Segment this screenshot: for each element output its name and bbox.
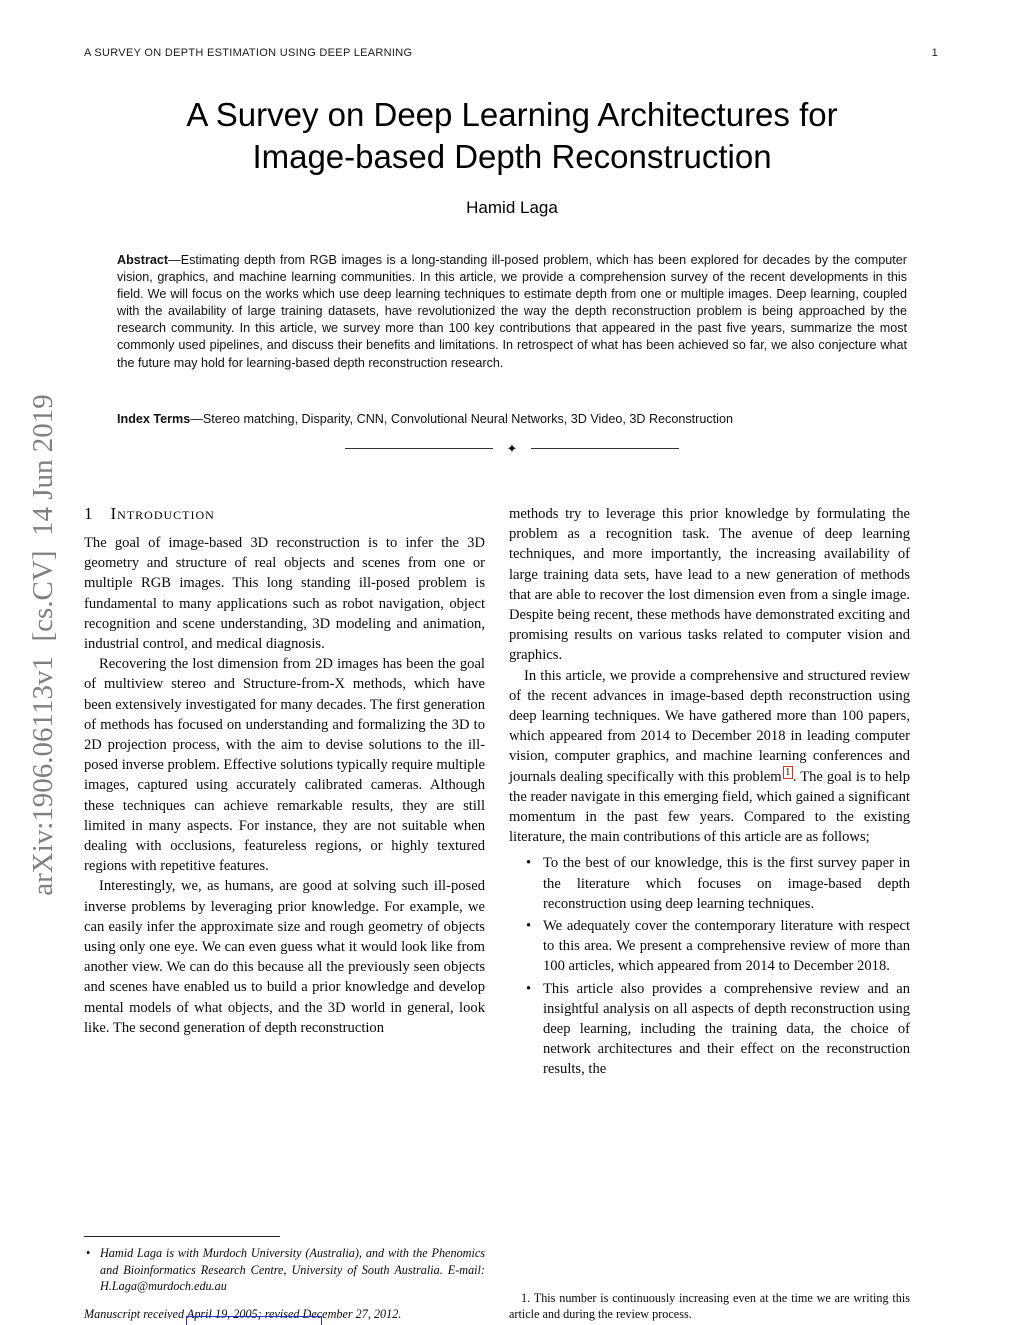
continuation-paragraph: methods try to leverage this prior knowledge by formulating the problem as a recognition task. The avenue of deep learning techniques, and more importantly, the increasing availability of large training data sets, have lead to a new generation of methods that are able to recover the lost dimension even from a single image. Despite being recent, these methods have demonstrated exciting and promising results on various tasks related to computer vision and graphics. xyxy=(509,506,910,664)
section-number: 1 xyxy=(84,504,93,523)
running-header-title: A SURVEY ON DEPTH ESTIMATION USING DEEP LEARNING xyxy=(84,47,413,59)
contributions-text-before: In this article, we provide a comprehensive and structured review of the recent advances in image-based depth reconstruction using deep learning techniques. We have gathered more than 100 papers, which appeared from 2014 to December 2018 in leading computer vision, computer graphics, and machine learning conferences and journals dealing specifically with this problem xyxy=(509,667,910,785)
footnote-rule xyxy=(84,1236,280,1237)
contributions-text-after: . The goal is to help the reader navigate in this emerging field, which gained a significant momentum in the past few years. Compared to the existing literature, the main contributions of this article are as follows; xyxy=(509,768,911,846)
footnote-bullet: • xyxy=(86,1246,91,1261)
author-name: Hamid Laga xyxy=(466,198,558,217)
contribution-item-1-text: To the best of our knowledge, this is the first survey paper in the literature which focuses on image-based depth reconstruction using deep learning techniques. xyxy=(543,855,910,912)
right-column xyxy=(509,504,910,1322)
title-line-2: Image-based Depth Reconstruction xyxy=(252,138,772,175)
bullet-marker: • xyxy=(526,980,532,997)
running-header xyxy=(84,47,938,59)
section-1-heading xyxy=(84,504,485,524)
arxiv-stamp: arXiv:1906.06113v1 [cs.CV] 14 Jun 2019 xyxy=(27,394,59,896)
abstract-text: —Estimating depth from RGB images is a long-standing ill-posed problem, which has been explored for decades by the computer vision, graphics, and machine learning communities. In this article, we provide a comprehension survey of the recent developments in this field. We will focus on the works which use deep learning techniques to estimate depth from one or multiple images. Deep learning, coupled with the availability of large training datasets, have revolutionized the way the depth reconstruction problem is being approached by the research community. In this article, we survey more than 100 key contributions that appeared in the past five years, summarize the most commonly used pipelines, and discuss their benefits and limitations. In retrospect of what has been achieved so far, we also conjecture what the future may hold for learning-based depth reconstruction research. xyxy=(117,253,907,370)
contribution-item-2-text: We adequately cover the contemporary literature with respect to this area. We present a comprehensive review of more than 100 articles, which appeared from 2014 to December 2018. xyxy=(543,918,910,975)
index-terms-text: —Stereo matching, Disparity, CNN, Convolutional Neural Networks, 3D Video, 3D Reconstruction xyxy=(190,412,733,426)
section-title: Introduction xyxy=(110,504,215,523)
bullet-marker: • xyxy=(526,855,532,872)
index-terms-label: Index Terms xyxy=(117,412,191,426)
intro-paragraph-2: Recovering the lost dimension from 2D images has been the goal of multiview stereo and Structure-from-X methods, which have been extensively investigated for many decades. The first generation of methods has focused on understanding and formalizing the 3D to 2D projection process, with the aim to devise solutions to the ill-posed inverse problem. Effective solutions typically require multiple images, captured using accurately calibrated cameras. Although these techniques can achieve remarkable results, they are still limited in many aspects. For instance, they are not suitable when dealing with occlusions, featureless regions, or highly textured regions with repetitive features. xyxy=(84,656,485,875)
title-line-1: A Survey on Deep Learning Architectures for xyxy=(186,96,838,133)
abstract xyxy=(117,252,907,372)
bullet-marker: • xyxy=(526,918,532,935)
cutoff-link-box[interactable] xyxy=(186,1316,322,1325)
intro-paragraph-1: The goal of image-based 3D reconstruction is to infer the 3D geometry and structure of real objects and scenes from one or multiple RGB images. This long standing ill-posed problem is fundamental to many applications such as robot navigation, object recognition and scene understanding, 3D modeling and animation, industrial control, and medical diagnosis. xyxy=(84,535,485,653)
left-column xyxy=(84,504,485,1322)
contribution-item-3 xyxy=(509,979,910,1080)
section-divider xyxy=(0,442,1024,455)
index-terms xyxy=(117,411,907,428)
contribution-item-3-text: This article also provides a comprehensive review and an insightful analysis on all aspects of depth reconstruction using deep learning, including the training data, the choice of network architectures and their effect on the reconstruction results, the xyxy=(543,980,910,1078)
author-footnote xyxy=(84,1236,485,1322)
contribution-item-1 xyxy=(509,853,910,914)
footnote-ref-link[interactable]: 1 xyxy=(783,766,793,779)
intro-paragraph-3: Interestingly, we, as humans, are good at solving such ill-posed inverse problems by leveraging prior knowledge. For example, we can easily infer the approximate size and rough geometry of objects using only one eye. We can even guess what it would look like from another view. We can do this because all the previously seen objects and scenes have enabled us to build a prior knowledge and develop mental models of what objects, and the 3D world in general, look like. The second generation of depth reconstruction xyxy=(84,878,485,1036)
abstract-label: Abstract xyxy=(117,253,169,267)
footnote-1-text: 1. This number is continuously increasing even at the time we are writing this article and during the review process. xyxy=(509,1290,910,1321)
manuscript-note: Manuscript received April 19, 2005; revised December 27, 2012. xyxy=(84,1306,402,1321)
author-affiliation-note xyxy=(84,1245,485,1294)
paper-title xyxy=(0,94,1024,178)
contribution-item-2 xyxy=(509,916,910,977)
two-column-body xyxy=(84,504,910,1322)
divider-line-right xyxy=(531,448,679,449)
contributions-list xyxy=(509,851,910,1079)
page-number: 1 xyxy=(931,47,938,59)
author-affiliation-text: Hamid Laga is with Murdoch University (Australia), and with the Phenomics and Bioinformatics Research Centre, University of South Australia. E-mail: H.Laga@murdoch.edu.au xyxy=(100,1246,485,1294)
contributions-paragraph xyxy=(509,666,910,848)
divider-line-left xyxy=(345,448,493,449)
divider-ornament-icon: ✦ xyxy=(506,441,518,456)
